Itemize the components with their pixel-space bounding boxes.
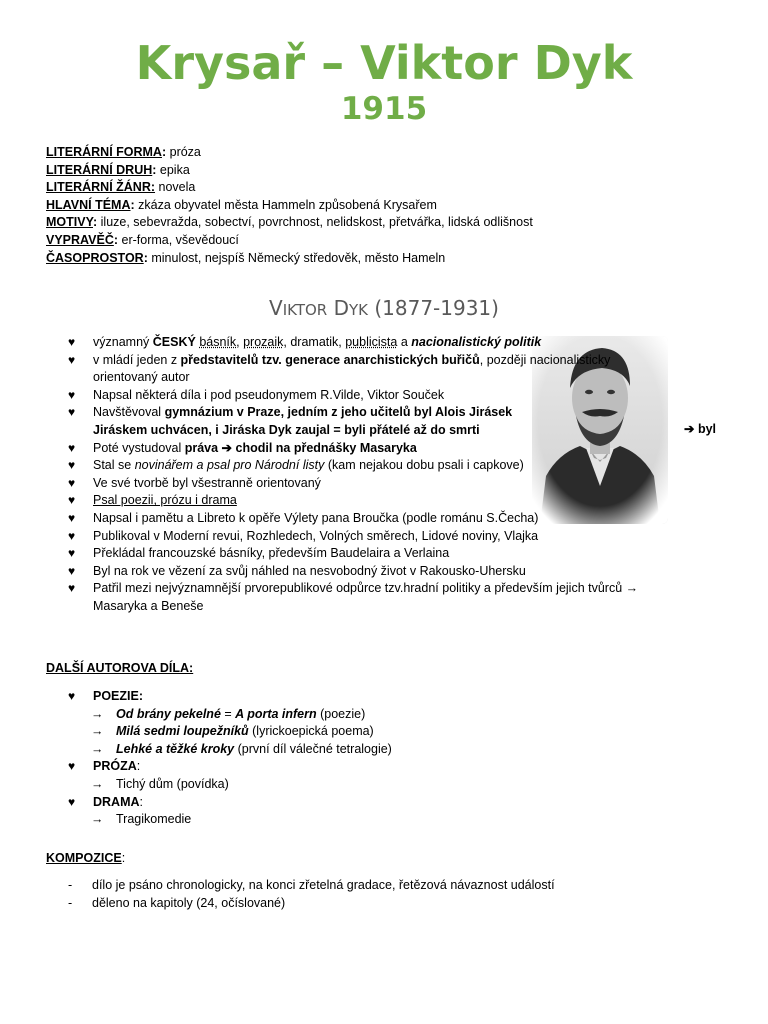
composition-list	[68, 877, 688, 912]
heart-bullet-icon: ♥	[68, 689, 76, 703]
author-last-rest: YK	[348, 301, 368, 319]
meta-row-narrator	[46, 232, 726, 250]
meta-value: novela	[155, 180, 196, 195]
author-first-rest: IKTOR	[282, 301, 328, 319]
bio-text: , dramatik,	[283, 335, 346, 349]
bio-item	[68, 387, 678, 405]
work-title: A porta infern	[235, 706, 317, 721]
meta-label: ČASOPROSTOR	[46, 250, 144, 265]
meta-colon: :	[161, 145, 167, 159]
composition-text: děleno na kapitoly (24, očíslované)	[92, 895, 286, 910]
work-text: =	[220, 706, 236, 721]
heart-bullet-icon: ♥	[68, 759, 76, 774]
category-label: PRÓZA	[93, 759, 137, 774]
category-colon: :	[136, 759, 141, 774]
meta-label: LITERÁRNÍ ŽÁNR:	[46, 180, 156, 195]
meta-colon: :	[143, 250, 148, 265]
dash-bullet: -	[68, 895, 73, 910]
bio-text: Ve své tvorbě byl všestranně orientovaný	[93, 475, 321, 490]
meta-value: epika	[156, 162, 190, 177]
author-first-initial: V	[269, 296, 283, 320]
bio-item	[68, 510, 678, 528]
work-item	[68, 723, 668, 741]
bio-text-bold: ČESKÝ	[152, 335, 196, 349]
bio-text-underlined: publicista	[345, 335, 398, 349]
bio-text: ,	[236, 335, 244, 349]
work-title: Milá sedmi loupežníků	[116, 724, 249, 739]
author-years: (1877-1931)	[374, 296, 499, 320]
bio-text: , později nacionalisticky orientovaný autor	[93, 352, 611, 385]
bio-item	[68, 492, 678, 510]
meta-value: minulost, nejspíš Německý středověk, město Hameln	[147, 250, 446, 265]
heart-bullet-icon: ♥	[68, 475, 76, 490]
other-works-heading: DALŠÍ AUTOROVA DÍLA:	[46, 661, 194, 675]
work-text: Tichý dům (povídka)	[116, 776, 229, 791]
bio-text-bold: práva ➔ chodil na přednášky Masaryka	[184, 440, 417, 455]
bio-text: (kam nejakou dobu psali i capkove)	[324, 458, 524, 473]
work-note: (poezie)	[316, 706, 366, 721]
bio-item	[68, 404, 678, 439]
dash-bullet: -	[68, 878, 73, 892]
bio-text: Masaryka a Beneše	[93, 598, 204, 613]
meta-label: MOTIVY	[46, 215, 93, 230]
works-category-drama	[68, 794, 668, 812]
meta-colon: :	[113, 232, 119, 247]
bio-text: Byl na rok ve vězení za svůj náhled na nesvobodný život v Rakousko-Uhersku	[93, 563, 526, 578]
heart-bullet-icon: ♥	[68, 458, 76, 473]
heart-bullet-icon: ♥	[68, 352, 76, 367]
meta-value: zkáza obyvatel města Hammeln způsobená Krysařem	[134, 197, 437, 212]
bio-text-bold: gymnázium v Praze, jedním z jeho učitelů byl Alois Jirásek	[164, 405, 513, 420]
heart-bullet-icon: ♥	[68, 581, 76, 596]
heart-bullet-icon: ♥	[68, 510, 76, 525]
bio-text-underlined: básník	[199, 335, 237, 349]
heart-bullet-icon: ♥	[68, 528, 76, 543]
meta-colon: :	[130, 197, 135, 212]
bio-text: Napsal některá díla i pod pseudonymem R.Vilde, Viktor Souček	[93, 387, 445, 402]
category-colon: :	[138, 689, 144, 703]
composition-item	[68, 895, 688, 913]
arrow-right-icon: →	[91, 724, 104, 739]
bio-text: významný	[93, 335, 153, 349]
arrow-right-icon: →	[91, 776, 104, 791]
bio-text: Navštěvoval	[93, 405, 165, 420]
bio-text-italic: novinářem a psal pro Národní listy	[134, 458, 325, 473]
bio-text: Patřil mezi nejvýznamnější prvorepublikové odpůrce tzv.hradní politiky a především jejich tvůrců →	[93, 581, 639, 596]
composition-heading-text: KOMPOZICE	[46, 851, 122, 865]
bio-text: Publikoval v Moderní revui, Rozhledech, Volných směrech, Lidové noviny, Vlajka	[93, 528, 539, 543]
meta-value: próza	[166, 145, 201, 159]
arrow-byl-note: ➔ byl	[684, 422, 717, 436]
bio-item	[68, 334, 678, 352]
work-item	[68, 776, 668, 794]
document-title: Krysař – Viktor Dyk	[135, 36, 633, 90]
meta-value: iluze, sebevražda, sobectví, povrchnost, nelidskost, přetvářka, lidská odlišnost	[97, 215, 533, 230]
bio-item	[68, 580, 678, 615]
meta-value: er-forma, vševědoucí	[118, 232, 239, 247]
meta-row-kind	[46, 162, 726, 180]
category-colon: :	[139, 794, 144, 809]
work-text: Tragikomedie	[116, 812, 192, 827]
meta-label: LITERÁRNÍ DRUH	[46, 162, 153, 177]
bio-text-underlined: Psal poezii, prózu i drama	[93, 493, 237, 508]
composition-colon: :	[121, 851, 126, 865]
heart-bullet-icon: ♥	[68, 493, 76, 508]
category-label: DRAMA	[93, 794, 140, 809]
work-item	[68, 706, 668, 724]
meta-row-form	[46, 144, 726, 162]
bio-text-underlined: prozaik	[243, 335, 284, 349]
heart-bullet-icon: ♥	[68, 546, 76, 561]
arrow-right-icon: →	[91, 812, 104, 827]
work-item	[68, 741, 668, 759]
meta-colon: :	[152, 162, 157, 177]
heart-bullet-icon: ♥	[68, 563, 76, 578]
bio-text: Poté vystudoval	[93, 440, 185, 455]
publication-year: 1915	[340, 91, 428, 127]
work-note: (první díl válečné tetralogie)	[234, 741, 392, 756]
composition-text: dílo je psáno chronologicky, na konci zřetelná gradace, řetězová návaznost událostí	[92, 878, 555, 892]
heart-bullet-icon: ♥	[68, 335, 76, 349]
work-title: Od brány pekelné	[116, 706, 221, 721]
work-item	[68, 811, 668, 829]
meta-row-motifs	[46, 214, 726, 232]
bio-item	[68, 475, 678, 493]
other-works-list	[68, 688, 668, 829]
heart-bullet-icon: ♥	[68, 387, 76, 402]
meta-row-theme	[46, 197, 726, 215]
meta-label: VYPRAVĚČ	[46, 232, 114, 247]
bio-item	[68, 528, 678, 546]
arrow-right-icon: →	[91, 741, 104, 756]
meta-row-setting	[46, 250, 726, 268]
author-bio-list	[68, 334, 678, 616]
bio-text: a	[397, 335, 412, 349]
work-note: (lyrickoepická poema)	[248, 724, 374, 739]
bio-text: Napsal i pamětu a Libreto k opěře Výlety pana Broučka (podle románu S.Čecha)	[93, 510, 539, 525]
heart-bullet-icon: ♥	[68, 440, 76, 455]
heart-bullet-icon: ♥	[68, 405, 76, 420]
author-last-initial: D	[333, 296, 349, 320]
works-category-prose	[68, 758, 668, 776]
literary-metadata	[46, 144, 726, 267]
meta-label: LITERÁRNÍ FORMA	[46, 145, 162, 159]
meta-label: HLAVNÍ TÉMA	[46, 197, 131, 212]
bio-item	[68, 457, 678, 475]
bio-text-bold-italic: nacionalistický politik	[411, 335, 542, 349]
composition-item	[68, 877, 688, 895]
meta-colon: :	[93, 215, 98, 230]
bio-text: Překládal francouzské básníky, především Baudelaira a Verlaina	[93, 546, 450, 561]
work-title: Lehké a těžké kroky	[116, 741, 235, 756]
works-category-poetry	[68, 688, 668, 706]
bio-text: v mládí jeden z	[93, 352, 181, 367]
arrow-right-icon: →	[91, 706, 104, 721]
bio-item	[68, 563, 678, 581]
meta-row-genre	[46, 179, 726, 197]
bio-text-bold: představitelů tzv. generace anarchistických buřičů	[180, 352, 480, 367]
bio-item	[68, 440, 678, 458]
heart-bullet-icon: ♥	[68, 794, 76, 809]
bio-item	[68, 545, 678, 563]
category-label: POEZIE	[93, 689, 139, 703]
author-heading	[0, 296, 768, 320]
composition-heading	[46, 850, 125, 868]
bio-text: Stal se	[93, 458, 135, 473]
bio-item	[68, 352, 678, 387]
bio-text-bold: Jiráskem uchvácen, i Jiráska Dyk zaujal = byli přátelé až do smrti	[93, 422, 480, 437]
